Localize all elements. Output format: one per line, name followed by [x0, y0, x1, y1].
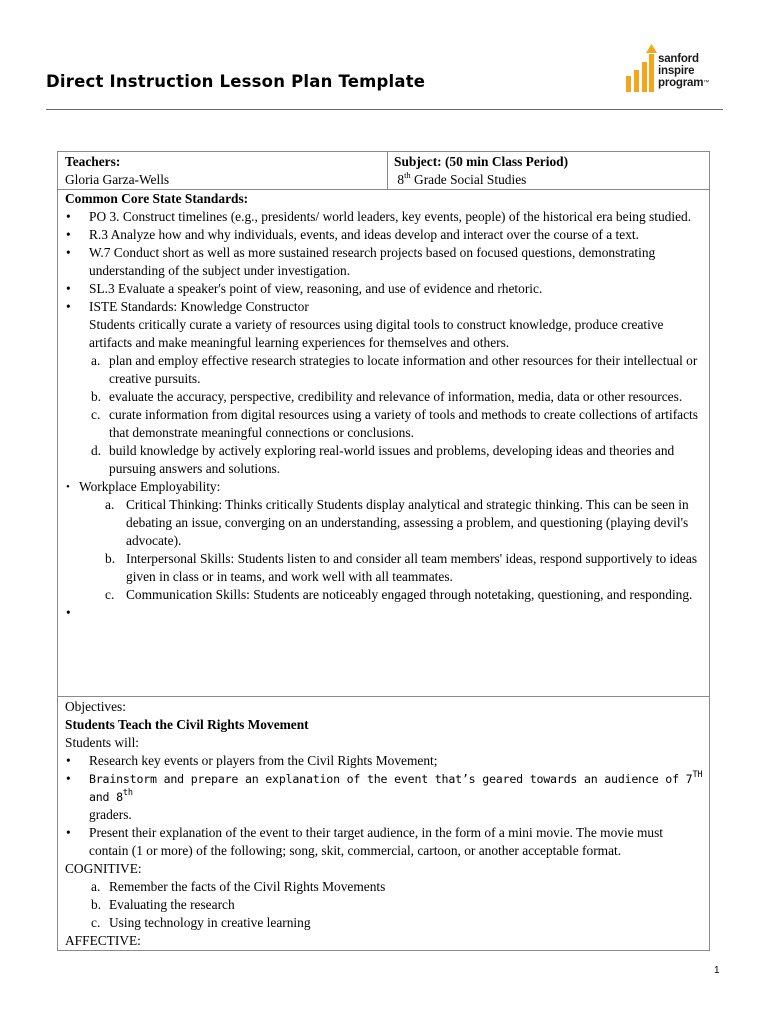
document-title: Direct Instruction Lesson Plan Template: [46, 72, 426, 91]
affective-label: AFFECTIVE:: [65, 933, 141, 948]
subject-label: Subject: (50 min Class Period): [394, 154, 569, 169]
objective-item: • Brainstorm and prepare an explanation of the event that’s geared towards an audience of 7TH and 8th graders.: [65, 770, 705, 824]
sanford-inspire-logo: [624, 44, 724, 100]
subject-value: 8th Grade Social Studies: [397, 170, 527, 187]
standard-item: • W.7 Conduct short as well as more sustained research projects based on focused questions, demonstrating understanding of the subject under investigation.: [65, 244, 705, 280]
lesson-plan-table: [57, 151, 710, 951]
iste-title: • ISTE Standards: Knowledge Constructor: [89, 299, 309, 314]
iste-description: Students critically curate a variety of resources using digital tools to construct knowledge, produce creative artifacts and make meaningful learning experiences for themselves and others.: [89, 317, 664, 350]
teachers-label: Teachers:: [65, 154, 121, 169]
cognitive-label: COGNITIVE:: [65, 861, 142, 876]
standards-heading: Common Core State Standards:: [65, 191, 249, 206]
workplace-subitem: a. Critical Thinking: Thinks critically Students display analytical and strategic thinking. This can be seen in debating an issue, converging on an understanding, assessing a problem, and questioning (playing devil's advocate).: [105, 497, 689, 548]
workplace-title: • Workplace Employability:: [65, 478, 705, 496]
workplace-subitem: b. Interpersonal Skills: Students listen to and consider all team members' ideas, respond supportively to ideas given in class or in teams, and work well with all teammates.: [105, 551, 698, 584]
iste-standard-item: [65, 298, 705, 352]
logo-bars-icon: [624, 44, 658, 96]
iste-subitem: d. build knowledge by actively exploring real-world issues and problems, developing ideas and theories and pursuing answers and solutions.: [91, 443, 675, 476]
cognitive-item: c. Using technology in creative learning: [91, 915, 311, 930]
teacher-subject-row: [58, 152, 709, 190]
objectives-list: [65, 752, 705, 860]
header-divider: [46, 109, 723, 110]
cognitive-item: a. Remember the facts of the Civil Rights Movements: [91, 879, 386, 894]
workplace-subitem: c. Communication Skills: Students are noticeably engaged through notetaking, questioning, and responding.: [105, 587, 693, 602]
objective-item: • Research key events or players from the Civil Rights Movement;: [65, 752, 705, 770]
objectives-label: Objectives:: [65, 699, 126, 714]
teachers-value: Gloria Garza-Wells: [65, 172, 170, 187]
workplace-sublist: [65, 496, 705, 604]
iste-subitem: b. evaluate the accuracy, perspective, credibility and relevance of information, media, data or other resources.: [91, 389, 683, 404]
subject-cell: [394, 153, 704, 189]
iste-sublist: [65, 352, 705, 478]
cognitive-list: [65, 878, 705, 932]
objectives-section: [65, 698, 705, 950]
objectives-title: Students Teach the Civil Rights Movement: [65, 717, 309, 732]
teachers-cell: [65, 153, 385, 189]
logo-text: sanford inspire program™: [658, 53, 710, 89]
standards-section: [65, 190, 705, 622]
standard-item: • R.3 Analyze how and why individuals, events, and ideas develop and interact over the course of a text.: [65, 226, 705, 244]
cell-divider: [387, 152, 388, 189]
objective-item: • Present their explanation of the event to their target audience, in the form of a mini movie. The movie must contain (1 or more) of the following; song, skit, commercial, cartoon, or another acceptable format.: [65, 824, 705, 860]
page-number: 1: [714, 965, 720, 976]
students-will-label: Students will:: [65, 735, 140, 750]
iste-subitem: c. curate information from digital resources using a variety of tools and methods to create collections of artifacts that demonstrate meaningful connections or conclusions.: [91, 407, 698, 440]
empty-bullet: [65, 604, 705, 622]
section-divider: [58, 696, 709, 697]
standard-item: • SL.3 Evaluate a speaker's point of view, reasoning, and use of evidence and rhetoric.: [65, 280, 705, 298]
standard-item: • PO 3. Construct timelines (e.g., presidents/ world leaders, key events, people) of the historical era being studied.: [65, 208, 705, 226]
standards-list: [65, 208, 705, 352]
iste-subitem: a. plan and employ effective research strategies to locate information and other resources for their intellectual or creative pursuits.: [91, 353, 698, 386]
cognitive-item: b. Evaluating the research: [91, 897, 235, 912]
